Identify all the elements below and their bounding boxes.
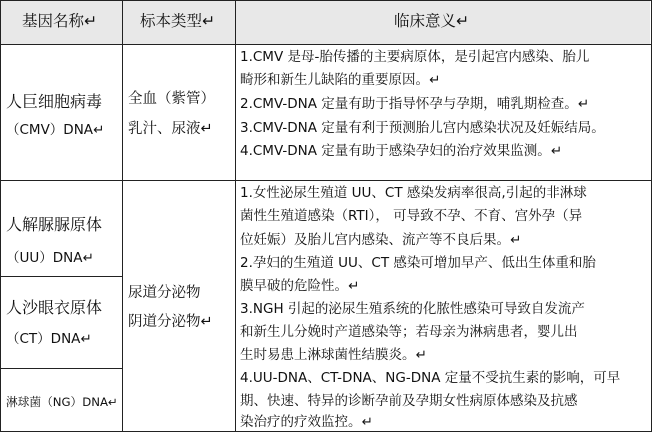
std-significance-line-10: 期、快速、特异的诊断孕前及孕期女性病原体感染及抗感 [240,393,578,409]
border-bottom [0,431,652,432]
gene-ng-name: 淋球菌（NG）DNA↵ [6,395,118,409]
std-significance-line-1: 1.女性泌尿生殖道 UU、CT 感染发病率很高,引起的非淋球 [240,185,587,201]
std-significance-line-2: 菌性生殖道感染（RTI）， 可导致不孕、不育、宫外孕（异 [240,208,583,224]
std-significance-line-9: 4.UU-DNA、CT-DNA、NG-DNA 定量不受抗生素的影响，可早 [240,370,621,386]
header-clinical-significance: 临床意义↵ [394,12,469,30]
border-row1-bottom [0,180,652,181]
std-significance-line-8: 生时易患上淋球菌性结膜炎。↵ [240,347,427,363]
header-gene-name: 基因名称↵ [22,12,97,30]
border-header-bottom [0,44,652,45]
gene-uu-code: （UU）DNA↵ [6,250,94,266]
gene-ct-code: （CT）DNA↵ [6,331,92,347]
border-col2 [235,0,236,432]
border-top [0,0,652,1]
header-specimen-type: 标本类型↵ [140,12,215,30]
std-significance-line-3: 位妊娠）及胎儿宫内感染、流产等不良后果。↵ [240,232,522,248]
std-significance-line-5: 膜早破的危险性。↵ [240,278,360,294]
border-col1 [122,0,123,432]
specimen-std-line2: 阴道分泌物↵ [128,314,213,330]
std-significance-line-11: 染治疗的疗效监控。↵ [240,414,373,430]
cmv-significance-line-5: 4.CMV-DNA 定量有助于感染孕妇的治疗效果监测。↵ [240,143,563,159]
gene-cmv-name: 人巨细胞病毒 [6,92,103,111]
border-uu-bottom [0,276,122,277]
cmv-significance-line-2: 畸形和新生儿缺陷的重要原因。↵ [240,72,441,88]
gene-ct-name: 人沙眼衣原体 [6,298,103,317]
border-left [0,0,1,432]
std-significance-line-4: 2.孕妇的生殖道 UU、CT 感染可增加早产、低出生体重和胎 [240,255,596,271]
specimen-std-line1: 尿道分泌物 [128,285,201,301]
cmv-significance-line-4: 3.CMV-DNA 定量有利于预测胎儿宫内感染状况及妊娠结局。 [240,120,605,136]
border-ct-bottom [0,368,122,369]
specimen-cmv-line2: 乳汁、尿液↵ [128,121,213,137]
std-significance-line-6: 3.NGH 引起的泌尿生殖系统的化脓性感染可导致自发流产 [240,301,585,317]
cmv-significance-line-1: 1.CMV 是母-胎传播的主要病原体，是引起宫内感染、胎儿 [240,49,590,65]
gene-cmv-code: （CMV）DNA↵ [6,122,105,138]
cmv-significance-line-3: 2.CMV-DNA 定量有助于指导怀孕与孕期，哺乳期检查。↵ [240,96,590,112]
std-significance-line-7: 和新生儿分娩时产道感染等；若母亲为淋病患者，婴儿出 [240,324,578,340]
specimen-cmv-line1: 全血（紫管） [128,91,215,107]
gene-uu-name: 人解脲脲原体 [6,215,103,234]
